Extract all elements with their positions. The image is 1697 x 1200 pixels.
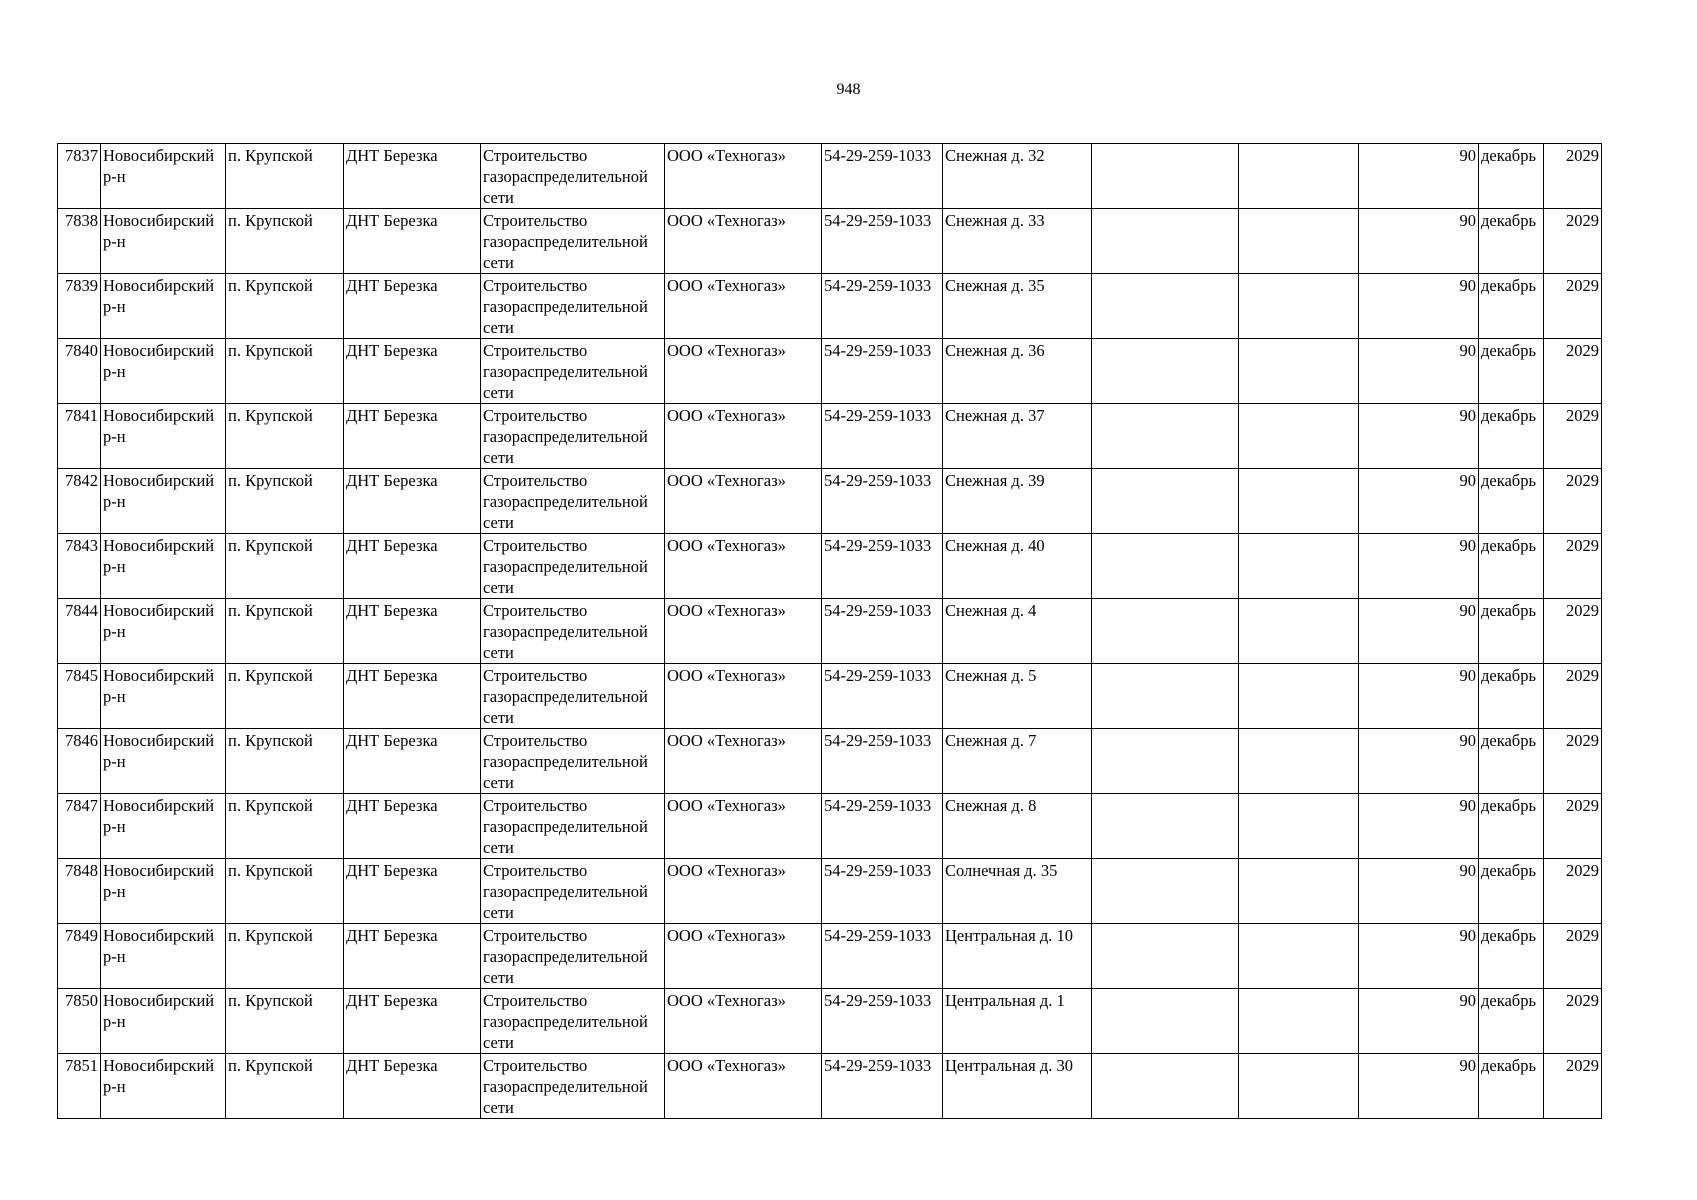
month-cell: декабрь bbox=[1479, 209, 1544, 274]
year-cell: 2029 bbox=[1544, 144, 1602, 209]
object-code-cell: 54-29-259-1033 bbox=[822, 924, 943, 989]
work-type-cell: Строительство газораспределительной сети bbox=[481, 339, 665, 404]
settlement-cell: п. Крупской bbox=[226, 794, 344, 859]
district-cell: Новосибирский р-н bbox=[101, 729, 226, 794]
year-cell: 2029 bbox=[1544, 664, 1602, 729]
work-type-cell: Строительство газораспределительной сети bbox=[481, 1054, 665, 1119]
value-cell: 90 bbox=[1359, 1054, 1479, 1119]
empty-cell bbox=[1239, 209, 1359, 274]
year-cell: 2029 bbox=[1544, 989, 1602, 1054]
value-cell: 90 bbox=[1359, 339, 1479, 404]
empty-cell bbox=[1239, 924, 1359, 989]
value-cell: 90 bbox=[1359, 924, 1479, 989]
table-row bbox=[58, 339, 1602, 404]
district-cell: Новосибирский р-н bbox=[101, 469, 226, 534]
address-cell: Снежная д. 37 bbox=[943, 404, 1092, 469]
month-cell: декабрь bbox=[1479, 1054, 1544, 1119]
district-cell: Новосибирский р-н bbox=[101, 534, 226, 599]
empty-cell bbox=[1239, 729, 1359, 794]
month-cell: декабрь bbox=[1479, 989, 1544, 1054]
district-cell: Новосибирский р-н bbox=[101, 209, 226, 274]
table-row bbox=[58, 404, 1602, 469]
settlement-cell: п. Крупской bbox=[226, 209, 344, 274]
address-cell: Солнечная д. 35 bbox=[943, 859, 1092, 924]
empty-cell bbox=[1092, 599, 1239, 664]
table-body bbox=[58, 144, 1602, 1119]
settlement-cell: п. Крупской bbox=[226, 534, 344, 599]
value-cell: 90 bbox=[1359, 599, 1479, 664]
value-cell: 90 bbox=[1359, 794, 1479, 859]
organization-cell: ДНТ Березка bbox=[344, 859, 481, 924]
district-cell: Новосибирский р-н bbox=[101, 274, 226, 339]
address-cell: Снежная д. 40 bbox=[943, 534, 1092, 599]
address-cell: Снежная д. 39 bbox=[943, 469, 1092, 534]
work-type-cell: Строительство газораспределительной сети bbox=[481, 794, 665, 859]
object-code-cell: 54-29-259-1033 bbox=[822, 469, 943, 534]
organization-cell: ДНТ Березка bbox=[344, 534, 481, 599]
district-cell: Новосибирский р-н bbox=[101, 404, 226, 469]
district-cell: Новосибирский р-н bbox=[101, 664, 226, 729]
page-number: 948 bbox=[836, 81, 861, 98]
year-cell: 2029 bbox=[1544, 339, 1602, 404]
address-cell: Снежная д. 32 bbox=[943, 144, 1092, 209]
organization-cell: ДНТ Березка bbox=[344, 989, 481, 1054]
organization-cell: ДНТ Березка bbox=[344, 664, 481, 729]
empty-cell bbox=[1239, 664, 1359, 729]
empty-cell bbox=[1239, 1054, 1359, 1119]
district-cell: Новосибирский р-н bbox=[101, 1054, 226, 1119]
month-cell: декабрь bbox=[1479, 404, 1544, 469]
empty-cell bbox=[1092, 859, 1239, 924]
work-type-cell: Строительство газораспределительной сети bbox=[481, 664, 665, 729]
row-number-cell: 7848 bbox=[58, 859, 101, 924]
year-cell: 2029 bbox=[1544, 599, 1602, 664]
address-cell: Снежная д. 35 bbox=[943, 274, 1092, 339]
contractor-cell: ООО «Техногаз» bbox=[665, 729, 822, 794]
empty-cell bbox=[1092, 209, 1239, 274]
work-type-cell: Строительство газораспределительной сети bbox=[481, 729, 665, 794]
year-cell: 2029 bbox=[1544, 274, 1602, 339]
year-cell: 2029 bbox=[1544, 534, 1602, 599]
work-type-cell: Строительство газораспределительной сети bbox=[481, 404, 665, 469]
object-code-cell: 54-29-259-1033 bbox=[822, 144, 943, 209]
row-number-cell: 7841 bbox=[58, 404, 101, 469]
contractor-cell: ООО «Техногаз» bbox=[665, 599, 822, 664]
row-number-cell: 7837 bbox=[58, 144, 101, 209]
value-cell: 90 bbox=[1359, 989, 1479, 1054]
row-number-cell: 7851 bbox=[58, 1054, 101, 1119]
value-cell: 90 bbox=[1359, 859, 1479, 924]
address-cell: Центральная д. 10 bbox=[943, 924, 1092, 989]
address-cell: Снежная д. 36 bbox=[943, 339, 1092, 404]
table-row bbox=[58, 209, 1602, 274]
empty-cell bbox=[1239, 599, 1359, 664]
work-type-cell: Строительство газораспределительной сети bbox=[481, 144, 665, 209]
address-cell: Снежная д. 33 bbox=[943, 209, 1092, 274]
value-cell: 90 bbox=[1359, 729, 1479, 794]
organization-cell: ДНТ Березка bbox=[344, 924, 481, 989]
organization-cell: ДНТ Березка bbox=[344, 794, 481, 859]
empty-cell bbox=[1092, 339, 1239, 404]
empty-cell bbox=[1092, 1054, 1239, 1119]
address-cell: Снежная д. 7 bbox=[943, 729, 1092, 794]
organization-cell: ДНТ Березка bbox=[344, 144, 481, 209]
row-number-cell: 7840 bbox=[58, 339, 101, 404]
contractor-cell: ООО «Техногаз» bbox=[665, 274, 822, 339]
object-code-cell: 54-29-259-1033 bbox=[822, 664, 943, 729]
address-cell: Центральная д. 1 bbox=[943, 989, 1092, 1054]
year-cell: 2029 bbox=[1544, 859, 1602, 924]
empty-cell bbox=[1092, 989, 1239, 1054]
work-type-cell: Строительство газораспределительной сети bbox=[481, 274, 665, 339]
row-number-cell: 7850 bbox=[58, 989, 101, 1054]
empty-cell bbox=[1239, 339, 1359, 404]
object-code-cell: 54-29-259-1033 bbox=[822, 859, 943, 924]
district-cell: Новосибирский р-н bbox=[101, 859, 226, 924]
contractor-cell: ООО «Техногаз» bbox=[665, 339, 822, 404]
object-code-cell: 54-29-259-1033 bbox=[822, 1054, 943, 1119]
empty-cell bbox=[1239, 794, 1359, 859]
empty-cell bbox=[1092, 664, 1239, 729]
year-cell: 2029 bbox=[1544, 469, 1602, 534]
empty-cell bbox=[1239, 144, 1359, 209]
contractor-cell: ООО «Техногаз» bbox=[665, 144, 822, 209]
row-number-cell: 7846 bbox=[58, 729, 101, 794]
table-row bbox=[58, 534, 1602, 599]
table-row bbox=[58, 469, 1602, 534]
row-number-cell: 7843 bbox=[58, 534, 101, 599]
empty-cell bbox=[1239, 534, 1359, 599]
settlement-cell: п. Крупской bbox=[226, 729, 344, 794]
district-cell: Новосибирский р-н bbox=[101, 924, 226, 989]
year-cell: 2029 bbox=[1544, 794, 1602, 859]
year-cell: 2029 bbox=[1544, 209, 1602, 274]
empty-cell bbox=[1239, 469, 1359, 534]
empty-cell bbox=[1092, 144, 1239, 209]
row-number-cell: 7847 bbox=[58, 794, 101, 859]
value-cell: 90 bbox=[1359, 144, 1479, 209]
contractor-cell: ООО «Техногаз» bbox=[665, 1054, 822, 1119]
month-cell: декабрь bbox=[1479, 794, 1544, 859]
row-number-cell: 7844 bbox=[58, 599, 101, 664]
table-row bbox=[58, 794, 1602, 859]
object-code-cell: 54-29-259-1033 bbox=[822, 534, 943, 599]
row-number-cell: 7839 bbox=[58, 274, 101, 339]
district-cell: Новосибирский р-н bbox=[101, 144, 226, 209]
district-cell: Новосибирский р-н bbox=[101, 339, 226, 404]
empty-cell bbox=[1092, 274, 1239, 339]
object-code-cell: 54-29-259-1033 bbox=[822, 989, 943, 1054]
settlement-cell: п. Крупской bbox=[226, 404, 344, 469]
table-row bbox=[58, 1054, 1602, 1119]
organization-cell: ДНТ Березка bbox=[344, 209, 481, 274]
table-row bbox=[58, 729, 1602, 794]
row-number-cell: 7842 bbox=[58, 469, 101, 534]
district-cell: Новосибирский р-н bbox=[101, 599, 226, 664]
settlement-cell: п. Крупской bbox=[226, 144, 344, 209]
month-cell: декабрь bbox=[1479, 664, 1544, 729]
address-cell: Снежная д. 8 bbox=[943, 794, 1092, 859]
settlement-cell: п. Крупской bbox=[226, 274, 344, 339]
empty-cell bbox=[1092, 534, 1239, 599]
register-table bbox=[57, 143, 1602, 1119]
row-number-cell: 7845 bbox=[58, 664, 101, 729]
address-cell: Центральная д. 30 bbox=[943, 1054, 1092, 1119]
table-row bbox=[58, 144, 1602, 209]
empty-cell bbox=[1239, 404, 1359, 469]
value-cell: 90 bbox=[1359, 664, 1479, 729]
month-cell: декабрь bbox=[1479, 144, 1544, 209]
object-code-cell: 54-29-259-1033 bbox=[822, 404, 943, 469]
table-row bbox=[58, 859, 1602, 924]
contractor-cell: ООО «Техногаз» bbox=[665, 794, 822, 859]
empty-cell bbox=[1092, 729, 1239, 794]
work-type-cell: Строительство газораспределительной сети bbox=[481, 989, 665, 1054]
contractor-cell: ООО «Техногаз» bbox=[665, 469, 822, 534]
month-cell: декабрь bbox=[1479, 534, 1544, 599]
month-cell: декабрь bbox=[1479, 924, 1544, 989]
organization-cell: ДНТ Березка bbox=[344, 274, 481, 339]
settlement-cell: п. Крупской bbox=[226, 664, 344, 729]
district-cell: Новосибирский р-н bbox=[101, 794, 226, 859]
object-code-cell: 54-29-259-1033 bbox=[822, 599, 943, 664]
work-type-cell: Строительство газораспределительной сети bbox=[481, 534, 665, 599]
organization-cell: ДНТ Березка bbox=[344, 729, 481, 794]
organization-cell: ДНТ Березка bbox=[344, 469, 481, 534]
object-code-cell: 54-29-259-1033 bbox=[822, 794, 943, 859]
contractor-cell: ООО «Техногаз» bbox=[665, 404, 822, 469]
year-cell: 2029 bbox=[1544, 404, 1602, 469]
object-code-cell: 54-29-259-1033 bbox=[822, 729, 943, 794]
contractor-cell: ООО «Техногаз» bbox=[665, 664, 822, 729]
work-type-cell: Строительство газораспределительной сети bbox=[481, 469, 665, 534]
empty-cell bbox=[1092, 924, 1239, 989]
empty-cell bbox=[1092, 404, 1239, 469]
district-cell: Новосибирский р-н bbox=[101, 989, 226, 1054]
contractor-cell: ООО «Техногаз» bbox=[665, 924, 822, 989]
month-cell: декабрь bbox=[1479, 859, 1544, 924]
settlement-cell: п. Крупской bbox=[226, 859, 344, 924]
empty-cell bbox=[1092, 794, 1239, 859]
empty-cell bbox=[1239, 859, 1359, 924]
contractor-cell: ООО «Техногаз» bbox=[665, 534, 822, 599]
work-type-cell: Строительство газораспределительной сети bbox=[481, 924, 665, 989]
contractor-cell: ООО «Техногаз» bbox=[665, 989, 822, 1054]
month-cell: декабрь bbox=[1479, 469, 1544, 534]
empty-cell bbox=[1239, 274, 1359, 339]
object-code-cell: 54-29-259-1033 bbox=[822, 209, 943, 274]
value-cell: 90 bbox=[1359, 469, 1479, 534]
row-number-cell: 7849 bbox=[58, 924, 101, 989]
contractor-cell: ООО «Техногаз» bbox=[665, 209, 822, 274]
settlement-cell: п. Крупской bbox=[226, 469, 344, 534]
value-cell: 90 bbox=[1359, 274, 1479, 339]
object-code-cell: 54-29-259-1033 bbox=[822, 339, 943, 404]
month-cell: декабрь bbox=[1479, 274, 1544, 339]
table-row bbox=[58, 924, 1602, 989]
table-row bbox=[58, 989, 1602, 1054]
contractor-cell: ООО «Техногаз» bbox=[665, 859, 822, 924]
year-cell: 2029 bbox=[1544, 1054, 1602, 1119]
table-row bbox=[58, 664, 1602, 729]
year-cell: 2029 bbox=[1544, 924, 1602, 989]
table-row bbox=[58, 274, 1602, 339]
organization-cell: ДНТ Березка bbox=[344, 1054, 481, 1119]
organization-cell: ДНТ Березка bbox=[344, 404, 481, 469]
object-code-cell: 54-29-259-1033 bbox=[822, 274, 943, 339]
work-type-cell: Строительство газораспределительной сети bbox=[481, 209, 665, 274]
empty-cell bbox=[1092, 469, 1239, 534]
row-number-cell: 7838 bbox=[58, 209, 101, 274]
work-type-cell: Строительство газораспределительной сети bbox=[481, 859, 665, 924]
value-cell: 90 bbox=[1359, 534, 1479, 599]
empty-cell bbox=[1239, 989, 1359, 1054]
settlement-cell: п. Крупской bbox=[226, 339, 344, 404]
settlement-cell: п. Крупской bbox=[226, 989, 344, 1054]
value-cell: 90 bbox=[1359, 404, 1479, 469]
work-type-cell: Строительство газораспределительной сети bbox=[481, 599, 665, 664]
value-cell: 90 bbox=[1359, 209, 1479, 274]
organization-cell: ДНТ Березка bbox=[344, 599, 481, 664]
month-cell: декабрь bbox=[1479, 339, 1544, 404]
settlement-cell: п. Крупской bbox=[226, 599, 344, 664]
address-cell: Снежная д. 4 bbox=[943, 599, 1092, 664]
month-cell: декабрь bbox=[1479, 599, 1544, 664]
address-cell: Снежная д. 5 bbox=[943, 664, 1092, 729]
month-cell: декабрь bbox=[1479, 729, 1544, 794]
table-row bbox=[58, 599, 1602, 664]
organization-cell: ДНТ Березка bbox=[344, 339, 481, 404]
year-cell: 2029 bbox=[1544, 729, 1602, 794]
settlement-cell: п. Крупской bbox=[226, 1054, 344, 1119]
settlement-cell: п. Крупской bbox=[226, 924, 344, 989]
